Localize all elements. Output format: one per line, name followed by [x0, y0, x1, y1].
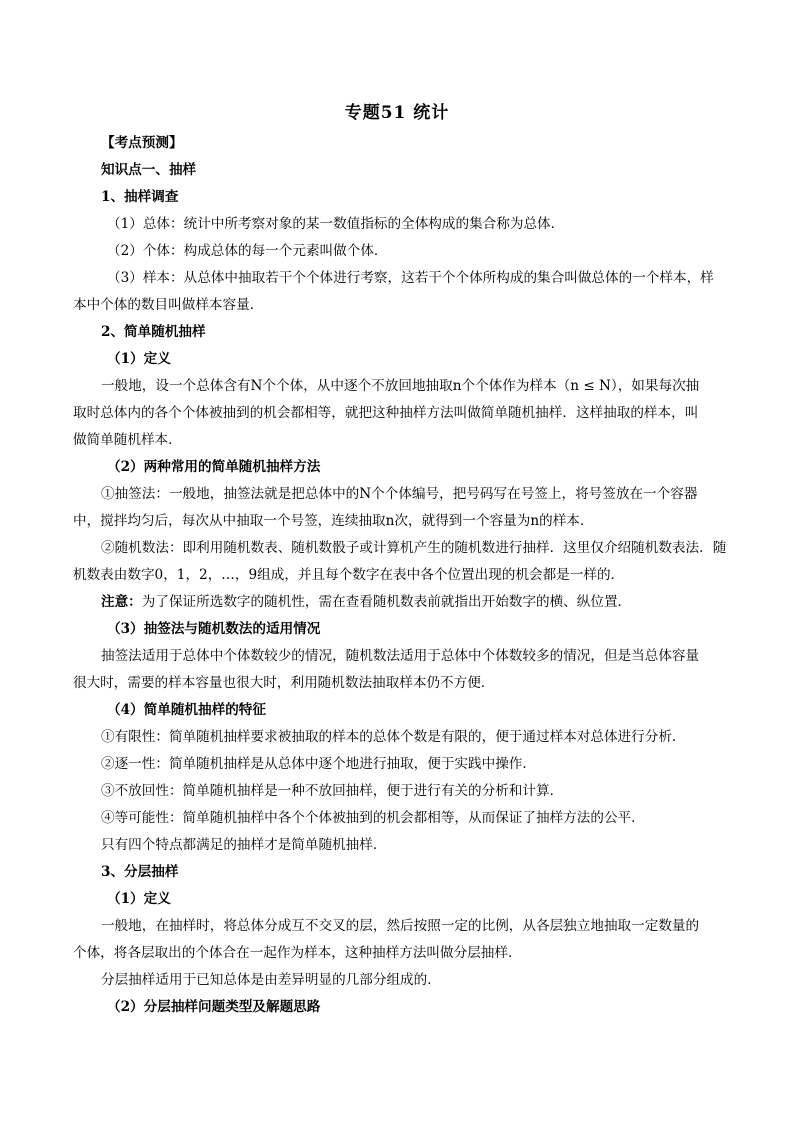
section-heading: （3）抽签法与随机数法的适用情况 [107, 621, 321, 637]
section-heading: （4）简单随机抽样的特征 [107, 702, 266, 718]
paragraph-line: 机数表由数字0，1，2，…，9组成，并且每个数字在表中各个位置出现的机会都是一样的． [73, 567, 625, 583]
paragraph-line: 一般地，在抽样时，将总体分成互不交叉的层，然后按照一定的比例，从各层独立地抽取一定数量的 [101, 918, 700, 934]
paragraph-line: 一般地，设一个总体含有N个个体，从中逐个不放回地抽取n个个体作为样本（n ≤ N），如果每次抽 [101, 378, 700, 394]
paragraph-line: ④等可能性：简单随机抽样中各个个体被抽到的机会都相等，从而保证了抽样方法的公平． [101, 810, 645, 826]
section-heading: （2）两种常用的简单随机抽样方法 [107, 459, 321, 475]
section-heading: （1）定义 [107, 891, 171, 907]
paragraph-line: 分层抽样适用于已知总体是由差异明显的几部分组成的． [101, 972, 441, 988]
section-heading: 知识点一、抽样 [101, 162, 197, 178]
document-body [73, 130, 727, 1021]
paragraph-line: 个体，将各层取出的个体合在一起作为样本，这种抽样方法叫做分层抽样． [73, 945, 522, 961]
section-heading: （2）分层抽样问题类型及解题思路 [107, 999, 321, 1015]
paragraph-line: 很大时，需要的样本容量也很大时，利用随机数法抽取样本仍不方便． [73, 675, 495, 691]
paragraph-line: 取时总体内的各个个体被抽到的机会都相等，就把这种抽样方法叫做简单随机抽样．这样抽取的样本，叫 [73, 405, 699, 421]
note-text: 为了保证所选数字的随机性，需在查看随机数表前就指出开始数字的横、纵位置． [141, 594, 632, 610]
paragraph-line: （2）个体：构成总体的每一个元素叫做个体． [107, 243, 388, 259]
paragraph-line: （1）总体：统计中所考察对象的某一数值指标的全体构成的集合称为总体． [107, 216, 565, 232]
page-title: 专题51 统计 [344, 103, 450, 123]
note-label: 注意： [101, 594, 142, 610]
paragraph-line: 本中个体的数目叫做样本容量． [73, 297, 264, 313]
paragraph-line: 做简单随机样本． [73, 432, 182, 448]
paragraph-line: （3）样本：从总体中抽取若干个个体进行考察，这若干个个体所构成的集合叫做总体的一个样本，样 [107, 270, 714, 286]
paragraph-line: 抽签法适用于总体中个体数较少的情况，随机数法适用于总体中个体数较多的情况，但是当总体容量 [101, 648, 700, 664]
paragraph-line: 只有四个特点都满足的抽样才是简单随机抽样． [101, 837, 387, 853]
paragraph-line: ①抽签法：一般地，抽签法就是把总体中的N个个体编号，把号码写在号签上，将号签放在一个容器 [101, 486, 698, 502]
section-heading: （1）定义 [107, 351, 171, 367]
section-heading: 3、分层抽样 [101, 864, 179, 880]
section-heading: 【考点预测】 [101, 135, 183, 151]
paragraph-line: ③不放回性：简单随机抽样是一种不放回抽样，便于进行有关的分析和计算． [101, 783, 564, 799]
section-heading: 1、抽样调查 [101, 189, 179, 205]
paragraph-line: ②随机数法：即利用随机数表、随机数骰子或计算机产生的随机数进行抽样．这里仅介绍随机数表法．随 [101, 540, 727, 556]
paragraph-line: ②逐一性：简单随机抽样是从总体中逐个地进行抽取，便于实践中操作． [101, 756, 536, 772]
section-heading: 2、简单随机抽样 [101, 324, 206, 340]
paragraph-line: ①有限性：简单随机抽样要求被抽取的样本的总体个数是有限的，便于通过样本对总体进行分析． [101, 729, 686, 745]
paragraph-line [101, 589, 721, 616]
paragraph-line: 中，搅拌均匀后，每次从中抽取一个号签，连续抽取n次，就得到一个容量为n的样本． [73, 513, 594, 529]
